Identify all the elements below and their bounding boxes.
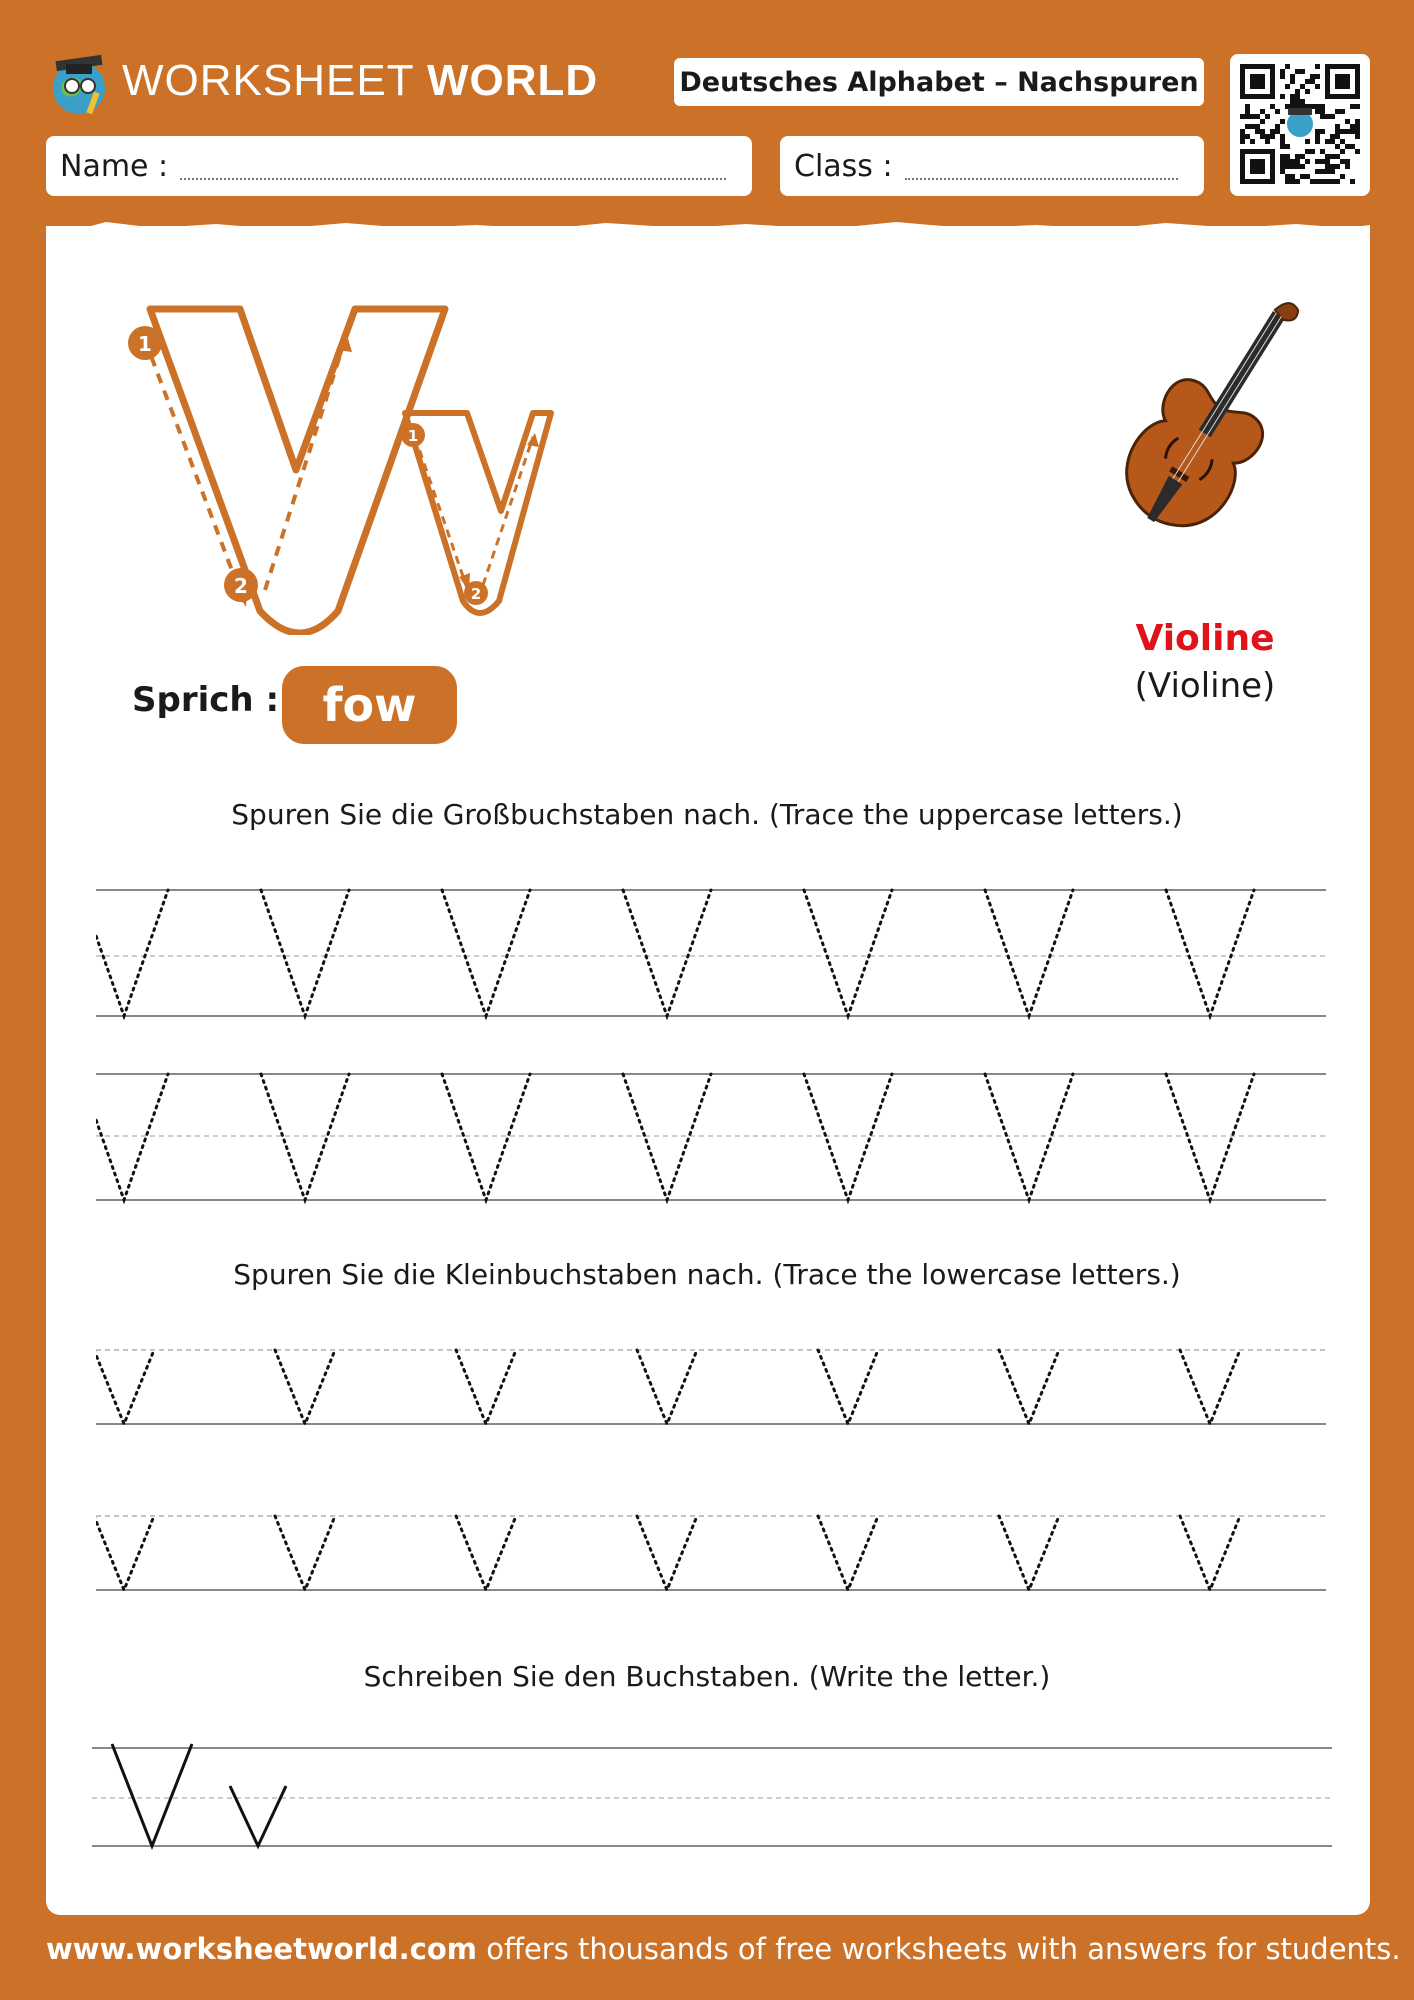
- lower-stroke-number-2: 2: [470, 585, 482, 603]
- footer-site-link[interactable]: www.worksheetworld.com: [46, 1932, 478, 1966]
- uppercase-tracing-area[interactable]: [96, 880, 1326, 1210]
- lowercase-instruction: Spuren Sie die Kleinbuchstaben nach. (Trace the lowercase letters.): [233, 1258, 1181, 1291]
- traceable-uppercase-v: [261, 890, 349, 1016]
- traceable-lowercase-v: [637, 1516, 697, 1590]
- brand-name: [122, 56, 598, 106]
- traceable-uppercase-v: [985, 1074, 1073, 1200]
- name-line[interactable]: [180, 178, 726, 180]
- traceable-lowercase-v: [1180, 1516, 1240, 1590]
- uppercase-instruction: Spuren Sie die Großbuchstaben nach. (Trace the uppercase letters.): [231, 798, 1183, 831]
- traceable-lowercase-v: [96, 1516, 154, 1590]
- traceable-lowercase-v: [818, 1350, 878, 1424]
- uppercase-guide: [128, 309, 445, 633]
- traceable-uppercase-v: [442, 890, 530, 1016]
- class-label: Class :: [794, 148, 893, 184]
- traceable-lowercase-v: [999, 1350, 1059, 1424]
- stroke-number-1: 1: [138, 332, 152, 356]
- traceable-uppercase-v: [804, 890, 892, 1016]
- traceable-uppercase-v: [804, 1074, 892, 1200]
- traceable-uppercase-v: [623, 890, 711, 1016]
- brand-name-bold: WORLD: [427, 56, 599, 105]
- stroke-number-2: 2: [234, 574, 248, 598]
- brand-logo: [46, 44, 598, 118]
- write-instruction: Schreiben Sie den Buchstaben. (Write the letter.): [363, 1660, 1051, 1693]
- traceable-uppercase-v: [1166, 890, 1254, 1016]
- traceable-lowercase-v: [456, 1516, 516, 1590]
- traceable-lowercase-v: [999, 1516, 1059, 1590]
- footer-text: [46, 1932, 1401, 1966]
- traceable-uppercase-v: [623, 1074, 711, 1200]
- traceable-uppercase-v: [96, 890, 168, 1016]
- mascot-icon: [46, 44, 112, 118]
- traceable-uppercase-v: [96, 1074, 168, 1200]
- traceable-lowercase-v: [818, 1516, 878, 1590]
- picture-word: Violine: [1135, 618, 1275, 659]
- footer-message: offers thousands of free worksheets with answers for students.: [477, 1932, 1401, 1966]
- torn-edge: [46, 216, 1370, 238]
- name-label: Name :: [60, 148, 169, 184]
- lowercase-guide: [401, 413, 551, 613]
- qr-code: [1230, 54, 1370, 196]
- pronunciation-label: Sprich :: [132, 680, 280, 720]
- writing-area[interactable]: [92, 1740, 1332, 1852]
- traceable-lowercase-v: [96, 1350, 154, 1424]
- violin-icon: [1090, 275, 1330, 575]
- sample-lowercase-v: [230, 1786, 286, 1846]
- traceable-lowercase-v: [1180, 1350, 1240, 1424]
- qr-code-icon: [1230, 54, 1370, 196]
- worksheet-title: Deutsches Alphabet – Nachspuren: [674, 58, 1204, 106]
- traceable-uppercase-v: [1166, 1074, 1254, 1200]
- picture-translation: (Violine): [1134, 666, 1276, 706]
- traceable-lowercase-v: [275, 1516, 335, 1590]
- traceable-lowercase-v: [275, 1350, 335, 1424]
- lower-stroke-number-1: 1: [407, 427, 419, 445]
- pronunciation-value: fow: [282, 666, 457, 744]
- traceable-uppercase-v: [261, 1074, 349, 1200]
- sample-uppercase-v: [112, 1744, 192, 1846]
- traceable-lowercase-v: [637, 1350, 697, 1424]
- traceable-uppercase-v: [985, 890, 1073, 1016]
- lowercase-tracing-area[interactable]: [96, 1340, 1326, 1600]
- class-field[interactable]: [780, 136, 1204, 196]
- brand-name-light: WORKSHEET: [122, 56, 414, 105]
- name-field[interactable]: [46, 136, 752, 196]
- traceable-lowercase-v: [456, 1350, 516, 1424]
- class-line[interactable]: [905, 178, 1178, 180]
- letter-stroke-guide: [100, 295, 600, 635]
- traceable-uppercase-v: [442, 1074, 530, 1200]
